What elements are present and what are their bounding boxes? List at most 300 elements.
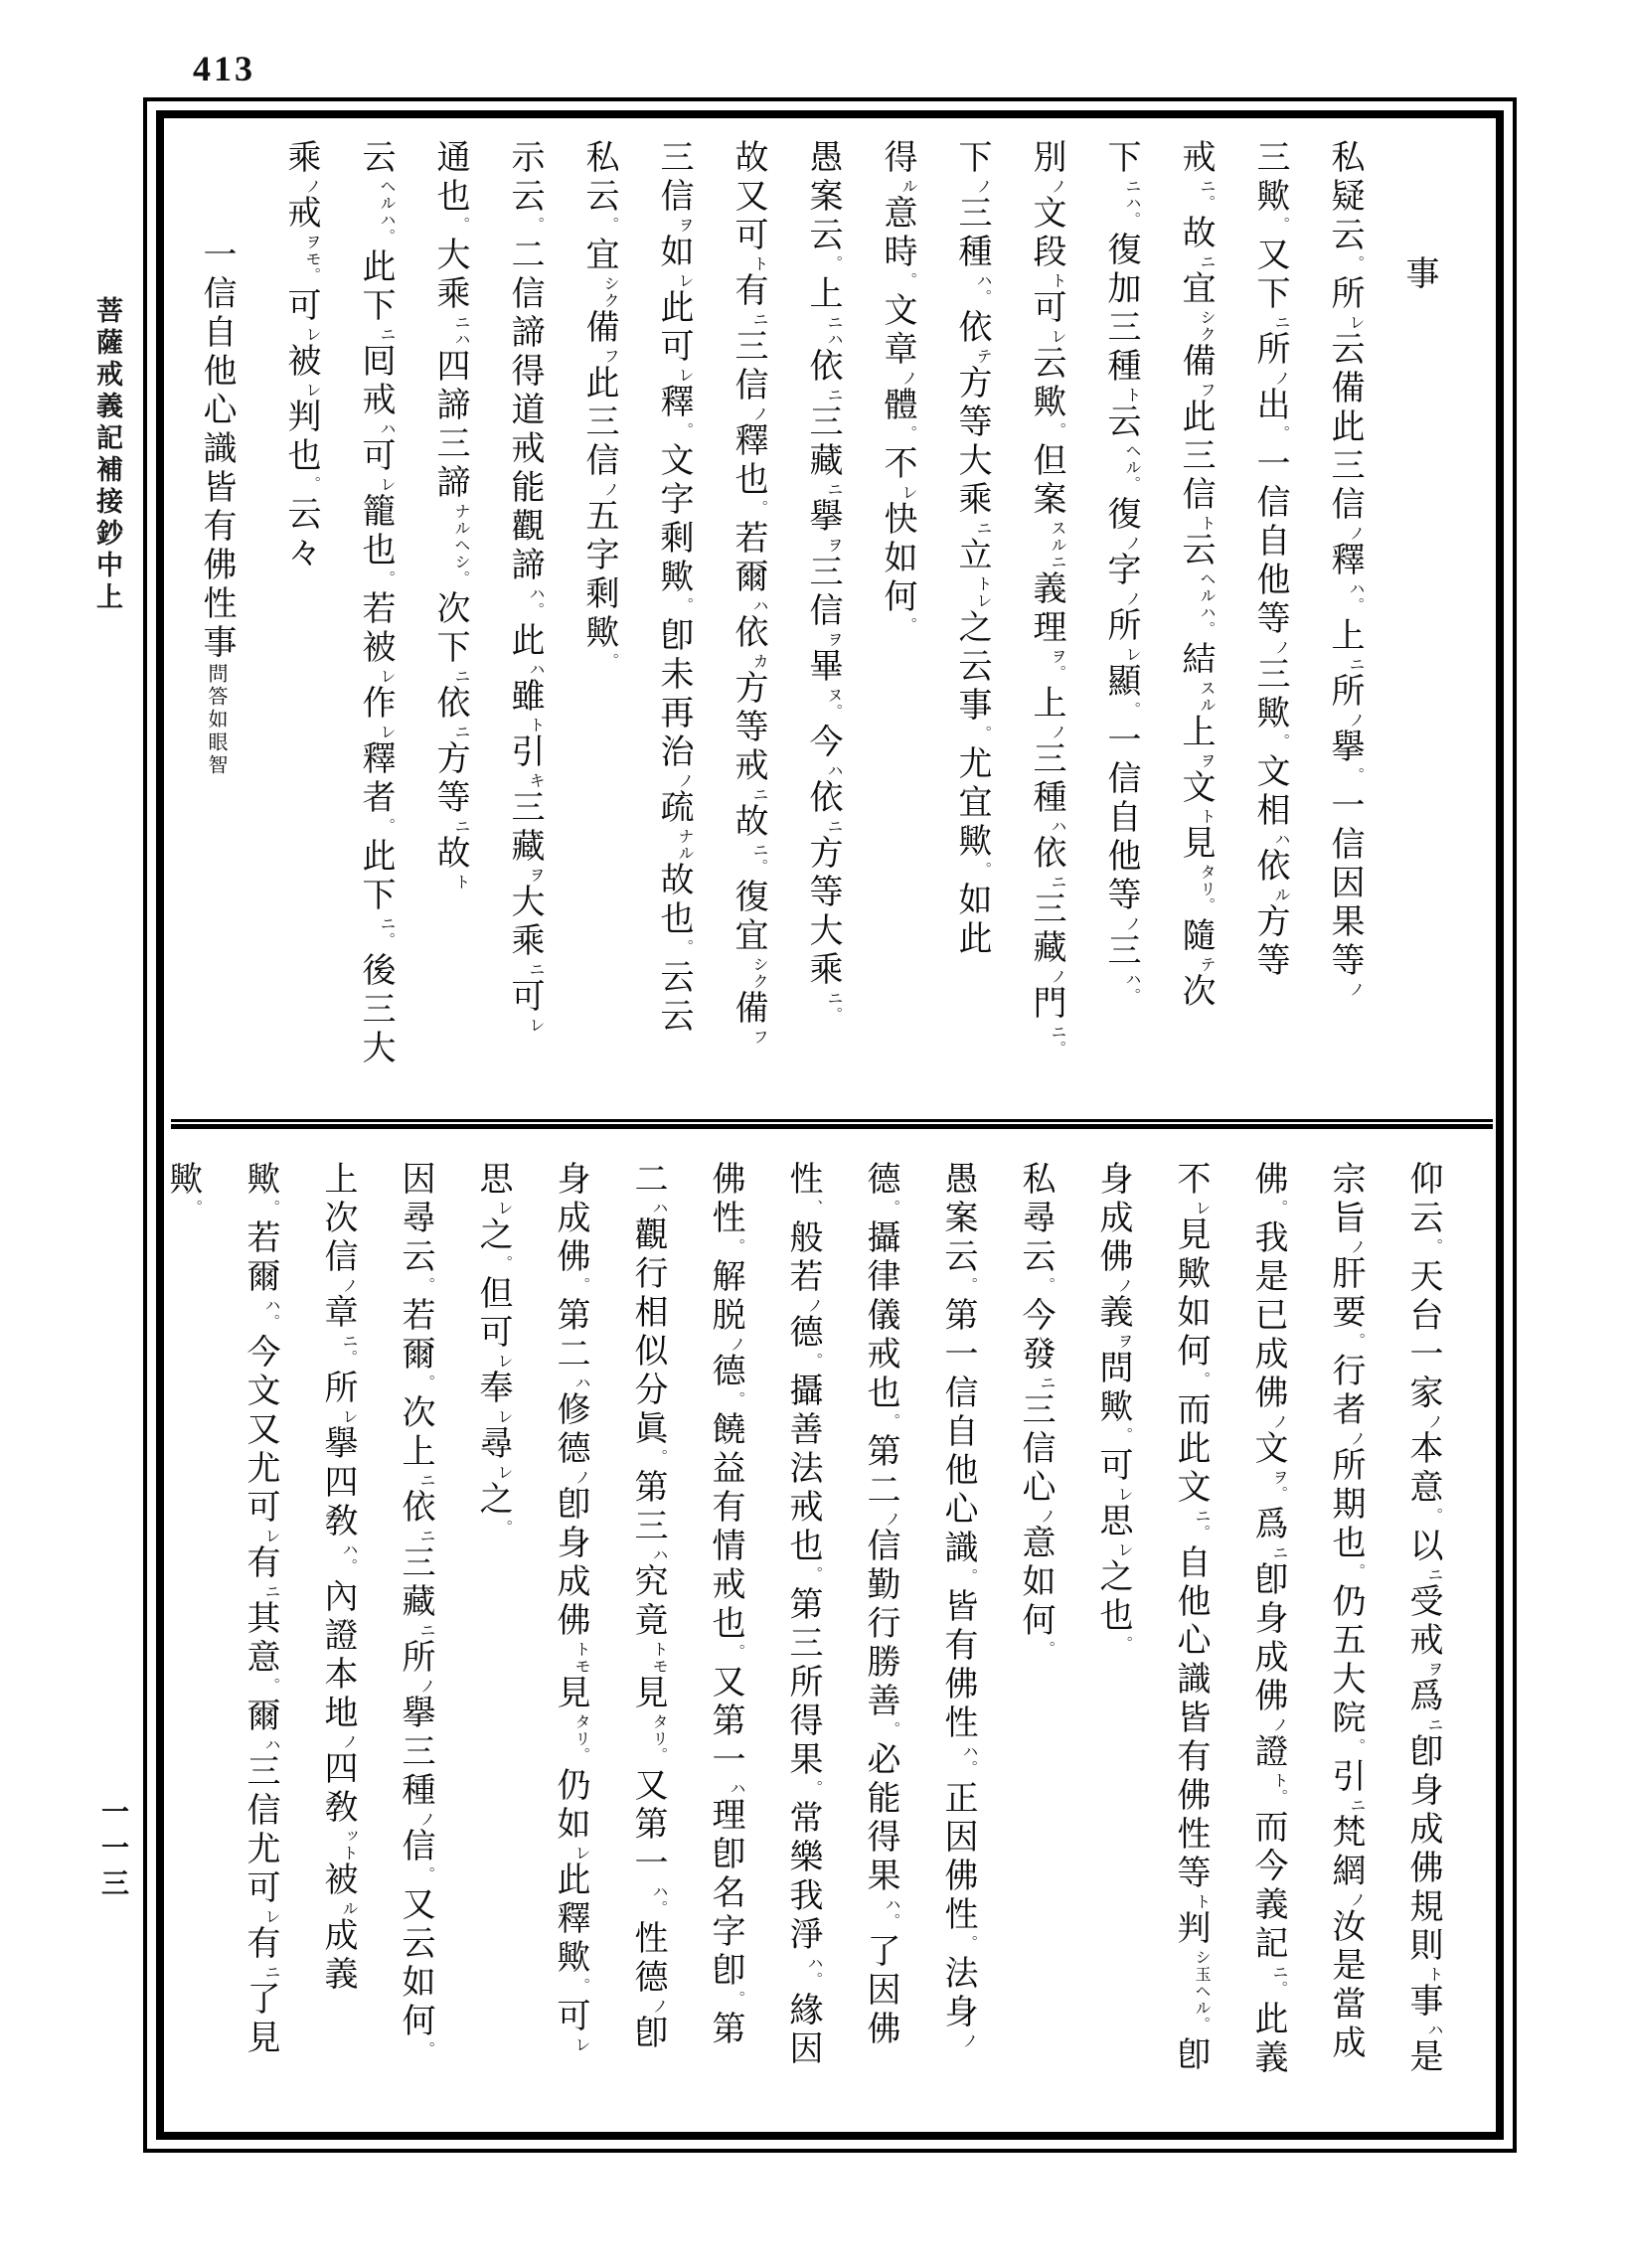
kana-reading-annotation: レ	[1049, 328, 1067, 345]
punctuation-mark: 。	[263, 1678, 281, 1698]
kana-reading-annotation: ハ	[650, 1200, 669, 1216]
kana-reading-annotation: レ	[262, 1908, 281, 1925]
kana-reading-annotation: ニ	[378, 326, 397, 343]
kana-reading-annotation: トモ	[572, 1641, 591, 1675]
kana-reading-annotation: ニ	[452, 668, 471, 685]
kana-reading-annotation: ハ	[1123, 971, 1142, 988]
kana-reading-annotation: ノ	[974, 178, 993, 195]
kana-reading-annotation: ヲ	[825, 631, 844, 648]
punctuation-mark: 。	[751, 859, 769, 879]
text-column: 身成佛。第二ハ修德ノ卽身成佛トモ見タリ。仍如レ此釋歟。可レ	[532, 1161, 609, 2125]
kana-reading-annotation: ニハ	[452, 314, 471, 348]
punctuation-mark: 。	[1273, 733, 1291, 753]
kana-reading-annotation: ノ	[303, 178, 322, 195]
kana-reading-annotation: ハ	[262, 1297, 281, 1314]
kana-reading-annotation: ニ	[1348, 1797, 1367, 1814]
kana-reading-annotation: フ	[601, 348, 620, 365]
kana-reading-annotation: レ	[340, 1408, 359, 1425]
kana-reading-annotation: ノ	[1115, 1277, 1134, 1294]
kana-reading-annotation: レ	[1115, 1486, 1134, 1503]
kana-reading-annotation: ニ	[452, 818, 471, 835]
punctuation-mark: 。	[453, 217, 471, 237]
kana-reading-annotation: ハ	[883, 1896, 901, 1913]
punctuation-mark: 。	[729, 1391, 746, 1411]
punctuation-mark: 。	[1271, 1789, 1289, 1809]
folio-number: 一一三	[97, 1797, 130, 1904]
kana-reading-annotation: ト	[750, 255, 769, 272]
text-column: 宗旨ノ肝要。行者ノ所期也。仍五大院。引ニ梵網ノ汝是當成	[1307, 1161, 1384, 2125]
text-column: 一信自他心識皆有佛性事問答如眼智	[179, 139, 263, 1101]
kana-reading-annotation: スルニ	[1049, 520, 1067, 570]
kana-reading-annotation: レ	[378, 476, 397, 493]
punctuation-mark: 。	[1124, 702, 1142, 722]
kana-reading-annotation: ニハ	[825, 314, 844, 348]
punctuation-mark: 。	[900, 425, 918, 445]
punctuation-mark: 。	[304, 267, 322, 287]
kana-reading-annotation: ハ	[527, 661, 546, 678]
punctuation-mark: 。	[573, 1747, 591, 1767]
text-column: 私尋云。今發ニ三信心ノ意如何。	[997, 1161, 1074, 2125]
kana-reading-annotation: レ	[1347, 314, 1366, 331]
punctuation-mark: 。	[975, 726, 993, 745]
kana-reading-annotation: シク	[750, 956, 769, 990]
kana-reading-annotation: ノ	[676, 772, 695, 789]
kana-reading-annotation: ニハ	[1123, 178, 1142, 212]
kana-reading-annotation: ハ	[1425, 2022, 1444, 2038]
punctuation-mark: 。	[1050, 422, 1067, 442]
kana-reading-annotation: ナルヘシ	[452, 503, 471, 570]
kana-reading-annotation: ヲ	[527, 867, 546, 884]
kana-reading-annotation: タリ	[1198, 864, 1217, 897]
kana-reading-annotation: ニ	[1347, 656, 1366, 673]
kana-reading-annotation: ニ	[452, 724, 471, 740]
punctuation-mark: 。	[677, 597, 695, 617]
punctuation-mark: 。	[418, 2041, 436, 2061]
punctuation-mark: 。	[602, 217, 620, 237]
text-column: 歟。若爾ハ。今文又尤可レ有ニ其意。爾ハ三信尤可レ有ニ了見	[222, 1161, 299, 2125]
kana-reading-annotation: フ	[1198, 382, 1217, 399]
punctuation-mark: 。	[975, 862, 993, 882]
kana-reading-annotation: ニ	[1425, 1566, 1444, 1583]
punctuation-mark: 。	[1273, 217, 1291, 237]
kana-reading-annotation: ノ	[1348, 1430, 1367, 1447]
kana-reading-annotation: ハ	[262, 1736, 281, 1753]
text-column: 佛。我是已成佛ノ文ヲ。爲ニ卽身成佛ノ證ト。而今義記ニ。此義	[1229, 1161, 1307, 2125]
punctuation-mark: 。	[1348, 255, 1366, 275]
kana-reading-annotation: ノ	[1049, 968, 1067, 985]
kana-reading-annotation: レ	[303, 382, 322, 399]
punctuation-mark: 。	[900, 617, 918, 637]
text-column: 佛性。解脱ノ德。饒益有情戒也。又第一ハ理卽名字卽。第	[687, 1161, 764, 2125]
kana-reading-annotation: ト	[974, 575, 993, 592]
kana-reading-annotation: レ	[1193, 1200, 1212, 1216]
kana-reading-annotation: ノ	[1272, 639, 1291, 656]
kana-reading-annotation: ノ	[750, 405, 769, 422]
punctuation-mark: 。	[379, 818, 397, 838]
kana-reading-annotation: ノ	[1038, 1508, 1057, 1525]
kana-reading-annotation: ニ	[825, 818, 844, 835]
punctuation-mark: 。	[1039, 1277, 1057, 1297]
kana-reading-annotation: ット	[340, 1828, 359, 1862]
text-column: 私疑云。所レ云備此三信ノ釋ハ。上ニ所ノ擧。一信因果等ノ	[1307, 139, 1382, 1101]
kana-reading-annotation: シ玉ヘル	[1193, 1949, 1212, 2017]
kana-reading-annotation: ノ	[1123, 535, 1142, 552]
text-column: 仰云。天台一家ノ本意。以ニ受戒ヲ爲ニ卽身成佛規則ト事ハ是	[1384, 1161, 1462, 2125]
punctuation-mark: 。	[496, 1255, 514, 1275]
punctuation-mark: 。	[1271, 1200, 1289, 1219]
punctuation-mark: 。	[961, 1935, 979, 1955]
kana-reading-annotation: レ	[495, 1353, 514, 1370]
punctuation-mark: 。	[806, 1780, 824, 1800]
kana-reading-annotation: ノ	[1049, 724, 1067, 740]
text-column: 下ノ三種ハ。依テ方等大乘ニ立トレ之云事。尤宜歟。如此	[934, 139, 1009, 1101]
kana-reading-annotation: ニ	[1198, 178, 1217, 195]
text-column: 不レ見歟如何。而此文ニ。自他心識皆有佛性等ト判シ玉ヘル。卽	[1152, 1161, 1229, 2125]
kana-reading-annotation: テ	[1198, 956, 1217, 973]
text-column: 別ノ文段ト可レ云歟。但案スルニ義理ヲ。上ノ三種ハ依ニ三藏ノ門ニ。	[1009, 139, 1083, 1101]
kana-reading-annotation: ニ	[340, 1333, 359, 1350]
punctuation-mark: 。	[379, 932, 397, 952]
punctuation-mark: 。	[651, 1900, 669, 1920]
kana-reading-annotation: ニ	[1270, 1964, 1289, 1981]
punctuation-mark: 。	[1349, 1563, 1367, 1583]
kana-reading-annotation: ハ	[1049, 818, 1067, 835]
kana-reading-annotation: ニ	[750, 311, 769, 328]
punctuation-mark: 。	[1426, 1508, 1444, 1528]
kana-reading-annotation: ハ	[527, 585, 546, 602]
punctuation-mark: 。	[729, 1238, 746, 1258]
punctuation-mark: 。	[263, 1200, 281, 1219]
punctuation-mark: 。	[573, 1277, 591, 1297]
kana-reading-annotation: ト	[1049, 272, 1067, 289]
kana-reading-annotation: ハ	[650, 1883, 669, 1900]
punctuation-mark: 。	[186, 1200, 204, 1219]
kana-reading-annotation: ナル	[676, 828, 695, 862]
kana-reading-annotation: ニ	[1198, 253, 1217, 270]
text-column: 愚案云。上ニハ依ニ三藏ニ擧ヲ三信ヲ畢ヌ。今ハ依ニ方等大乘ニ。	[785, 139, 860, 1101]
punctuation-mark: 。	[1349, 1738, 1367, 1758]
text-column: 得ル意時。文章ノ體。不レ快如何。	[860, 139, 934, 1101]
punctuation-mark: 。	[1199, 195, 1217, 215]
punctuation-mark: 。	[1124, 212, 1142, 232]
kana-reading-annotation: ト	[452, 874, 471, 891]
punctuation-mark: 。	[496, 1520, 514, 1539]
kana-reading-annotation: ル	[1272, 887, 1291, 903]
kana-reading-annotation: ノ	[960, 2032, 979, 2049]
kana-reading-annotation: ヲ	[1425, 1661, 1444, 1678]
upper-text-block	[187, 139, 1456, 1101]
kana-reading-annotation: ト	[527, 717, 546, 733]
kana-reading-annotation: ヲ	[1198, 752, 1217, 769]
running-title: 菩薩戒義記補接鈔中上	[91, 296, 122, 614]
kana-reading-annotation: ノ	[1347, 981, 1366, 998]
kana-reading-annotation: ハ	[750, 597, 769, 614]
kana-reading-annotation: ニ	[1049, 874, 1067, 891]
punctuation-mark: 。	[729, 1991, 746, 2011]
punctuation-mark: 。	[806, 1972, 824, 1992]
kana-reading-annotation: ノ	[1123, 915, 1142, 932]
kana-reading-annotation: レ	[676, 367, 695, 384]
kana-reading-annotation: ニ	[974, 520, 993, 537]
kana-reading-annotation: フ	[750, 1029, 769, 1046]
punctuation-mark: 。	[961, 1760, 979, 1780]
punctuation-mark: 。	[1194, 1372, 1212, 1391]
kana-reading-annotation: カ	[750, 653, 769, 670]
text-column: 下ニハ。復加三種ト云ヘル。復ノ字ノ所レ顯。一信自他等ノ三ハ。	[1083, 139, 1158, 1101]
kana-reading-annotation: ニ	[750, 786, 769, 803]
kana-reading-annotation: ヲ	[676, 217, 695, 234]
punctuation-mark: 。	[528, 217, 546, 237]
kana-reading-annotation: ヲ	[825, 537, 844, 554]
text-column: 思レ之。但可レ奉レ尋レ之。	[454, 1161, 532, 2125]
kana-reading-annotation: レ	[303, 326, 322, 343]
punctuation-mark: 。	[573, 1978, 591, 1998]
kana-reading-annotation: レ	[1115, 1541, 1134, 1558]
text-column: 云ヘルハ。此下ニ囘戒ハ可レ籠也。若被レ作レ釋者。此下ニ。後三大	[338, 139, 412, 1101]
punctuation-mark: 。	[1271, 1486, 1289, 1506]
kana-reading-annotation: ハ	[974, 272, 993, 289]
punctuation-mark: 。	[1194, 1525, 1212, 1544]
kana-reading-annotation: ハ	[960, 1743, 979, 1760]
punctuation-mark: 。	[729, 1644, 746, 1664]
punctuation-mark: 。	[751, 500, 769, 520]
text-column: 三歟。又下ニ所ノ出。一信自他等ノ三歟。文相ハ依ル方等	[1232, 139, 1307, 1101]
kana-reading-annotation: ノ	[417, 1678, 436, 1695]
punctuation-mark: 。	[341, 1558, 359, 1578]
kana-reading-annotation: タリ	[572, 1713, 591, 1747]
kana-reading-annotation: ノ	[572, 1469, 591, 1486]
lower-text-block	[140, 1161, 1462, 2125]
kana-reading-annotation: ヌ	[825, 687, 844, 704]
punctuation-mark: 。	[1050, 665, 1067, 685]
punctuation-mark: 。	[826, 255, 844, 275]
kana-reading-annotation: ヲ	[1115, 1333, 1134, 1350]
punctuation-mark: 。	[1124, 476, 1142, 496]
kana-reading-annotation: ニ	[825, 387, 844, 404]
kana-reading-annotation: ハ	[1272, 831, 1291, 848]
kana-reading-annotation: ノ	[650, 1998, 669, 2015]
punctuation-mark: 。	[1273, 425, 1291, 445]
punctuation-mark: 。	[884, 1413, 901, 1433]
text-column: 示云。二信諦得道戒能觀諦ハ。此ハ雖ト引キ三藏ヲ大乘ニ可レ	[487, 139, 562, 1101]
kana-reading-annotation: ノ	[1347, 525, 1366, 542]
kana-reading-annotation: ノ	[1123, 590, 1142, 607]
punctuation-mark: 。	[1271, 1981, 1289, 2001]
kana-reading-annotation: レ	[572, 1845, 591, 1862]
text-column: 上次信ノ章ニ。所レ擧四敎ハ。內證本地ノ四敎ット被ル成義	[299, 1161, 377, 2125]
kana-reading-annotation: ニ	[417, 1528, 436, 1544]
kana-reading-annotation: ニ	[825, 990, 844, 1007]
kana-reading-annotation: ハ	[378, 420, 397, 437]
punctuation-mark: 。	[826, 1007, 844, 1027]
kana-reading-annotation: ハ	[805, 1955, 824, 1972]
punctuation-mark: 。	[1199, 897, 1217, 917]
punctuation-mark: 。	[677, 422, 695, 442]
kana-reading-annotation: タリ	[650, 1713, 669, 1747]
punctuation-mark: 。	[651, 1747, 669, 1767]
kana-reading-annotation: レ	[495, 1408, 514, 1425]
punctuation-mark: 。	[453, 570, 471, 590]
punctuation-mark: 。	[961, 1568, 979, 1588]
punctuation-mark: 。	[884, 1721, 901, 1741]
kana-reading-annotation: レ	[378, 668, 397, 685]
punctuation-mark: 。	[418, 1866, 436, 1886]
text-column: 事	[1399, 255, 1439, 294]
kana-reading-annotation: ハ	[650, 1546, 669, 1563]
kana-reading-annotation: ハ	[728, 1780, 746, 1797]
kana-reading-annotation: テ	[974, 348, 993, 365]
page-number: 413	[193, 49, 255, 88]
kana-reading-annotation: トモ	[650, 1641, 669, 1675]
text-column: 故又可ト有ニ三信ノ釋也。若爾ハ依カ方等戒ニ故ニ。復宜シク備フ	[711, 139, 785, 1101]
punctuation-mark: 。	[806, 1566, 824, 1586]
kana-reading-annotation: ノ	[1049, 178, 1067, 195]
kana-reading-annotation: ル	[899, 178, 918, 195]
kana-reading-annotation: ヲ	[1270, 1469, 1289, 1486]
kana-reading-annotation: レ	[899, 484, 918, 501]
punctuation-mark: 。	[1039, 1641, 1057, 1661]
kana-reading-annotation: ニ	[1193, 1508, 1212, 1525]
kana-reading-annotation: ニ	[417, 1622, 436, 1639]
punctuation-mark: 。	[528, 602, 546, 622]
kana-reading-annotation: レ	[378, 724, 397, 740]
punctuation-mark: 。	[1194, 2017, 1212, 2036]
kana-reading-annotation: ノ	[340, 1733, 359, 1750]
kana-reading-annotation: ノ	[1347, 712, 1366, 729]
text-column: 私云。宜シク備フ此三信ノ五字剩歟。	[562, 139, 636, 1101]
text-column: 乘ノ戒ヲモ。可レ被レ判也。云々	[263, 139, 338, 1101]
kana-reading-annotation: ト	[1193, 1893, 1212, 1910]
kana-reading-annotation: レ	[1123, 646, 1142, 663]
kana-reading-annotation: ハ	[340, 1541, 359, 1558]
punctuation-mark: 。	[826, 704, 844, 724]
kana-reading-annotation: ト	[1123, 387, 1142, 404]
kana-reading-annotation: ニ	[750, 842, 769, 859]
kana-reading-annotation: ニ	[262, 1964, 281, 1981]
kana-reading-annotation: シク	[1198, 309, 1217, 343]
kana-reading-annotation: ノ	[1270, 1716, 1289, 1733]
text-column: 德。攝律儀戒也。第二ノ信勤行勝善。必能得果ハ。了因佛	[842, 1161, 919, 2125]
kana-reading-annotation: ノ	[1425, 1413, 1444, 1430]
punctuation-mark: 。	[884, 1200, 901, 1219]
text-column: 身成佛ノ義ヲ問歟。可レ思レ之也。	[1074, 1161, 1152, 2125]
punctuation-mark: 。	[304, 476, 322, 496]
kana-reading-annotation: ノ	[805, 1297, 824, 1314]
punctuation-mark: 。	[900, 272, 918, 292]
text-column: 愚案云。第一信自他心識。皆有佛性ハ。正因佛性。法身ノ	[919, 1161, 997, 2125]
kana-reading-annotation: ニ	[1425, 1716, 1444, 1733]
punctuation-mark: 。	[418, 1375, 436, 1394]
punctuation-mark: 。	[602, 653, 620, 673]
text-column: 性、般若ノ德。攝善法戒也。第三所得果。常樂我淨ハ。緣因	[764, 1161, 842, 2125]
punctuation-mark: 。	[1116, 1636, 1134, 1656]
kana-reading-annotation: ニ	[825, 481, 844, 498]
kana-reading-annotation: レ	[527, 1017, 546, 1034]
kana-reading-annotation: ハ	[572, 1375, 591, 1391]
punctuation-mark: 。	[1349, 1333, 1367, 1353]
block-divider-rule	[171, 1119, 1493, 1129]
punctuation-mark: 。	[677, 939, 695, 959]
punctuation-mark: 。	[1124, 988, 1142, 1008]
kana-reading-annotation: ノ	[1272, 370, 1291, 387]
punctuation-mark: 。	[806, 1353, 824, 1373]
kana-reading-annotation: ル	[340, 1900, 359, 1917]
text-column: 通也。大乘ニハ四諦三諦ナルヘシ。次下ニ依ニ方等ニ故ト	[412, 139, 487, 1101]
punctuation-mark: 。	[341, 1350, 359, 1370]
punctuation-mark: 。	[975, 289, 993, 309]
kana-reading-annotation: ハ	[1347, 580, 1366, 597]
kana-reading-annotation: レ	[262, 1528, 281, 1544]
punctuation-mark: 。	[418, 1277, 436, 1297]
text-column: 三信ヲ如レ此可レ釋。文字剩歟。卽未再治ノ疏ナル故也。云云	[636, 139, 711, 1101]
kana-reading-annotation: ニ	[1049, 1024, 1067, 1041]
text-column: 因尋云。若爾。次上ニ依ニ三藏ニ所ノ擧三種ノ信。又云如何。	[377, 1161, 454, 2125]
kana-reading-annotation: ト	[1270, 1772, 1289, 1789]
punctuation-mark: 。	[1116, 1427, 1134, 1447]
kana-reading-annotation: ト	[1198, 515, 1217, 532]
punctuation-mark: 、	[806, 1200, 824, 1219]
punctuation-mark: 。	[651, 1449, 669, 1469]
kana-reading-annotation: ノ	[601, 481, 620, 498]
punctuation-mark: 。	[1199, 621, 1217, 641]
kana-reading-annotation: ヘルハ	[378, 178, 397, 229]
punctuation-mark: 。	[379, 570, 397, 590]
kana-reading-annotation: ニ	[262, 1583, 281, 1600]
text-column: 二ハ觀行相似分眞。第三ハ究竟トモ見タリ。又第一ハ。性德ノ卽	[609, 1161, 687, 2125]
kana-reading-annotation: スル	[1198, 680, 1217, 714]
punctuation-mark: 。	[1348, 597, 1366, 617]
punctuation-mark: 。	[263, 1314, 281, 1334]
punctuation-mark: 。	[1050, 1041, 1067, 1060]
kana-reading-annotation: ヲ	[1049, 648, 1067, 665]
kana-reading-annotation: レ	[495, 1200, 514, 1216]
kana-reading-annotation: レ	[676, 272, 695, 289]
punctuation-mark: 。	[379, 229, 397, 248]
kana-reading-annotation: ノ	[883, 1511, 901, 1528]
kana-reading-annotation: キ	[527, 772, 546, 789]
kana-reading-annotation: ハ	[825, 762, 844, 779]
kana-reading-annotation: ニ	[1272, 314, 1291, 331]
kana-reading-annotation: ノ	[1348, 1891, 1367, 1908]
kana-reading-annotation: ヘル	[1123, 442, 1142, 476]
kana-reading-annotation: ヘルハ	[1198, 570, 1217, 621]
kana-reading-annotation: ノ	[1270, 1413, 1289, 1430]
kana-reading-annotation: ノ	[728, 1336, 746, 1353]
kana-reading-annotation: ト	[1198, 808, 1217, 825]
punctuation-mark: 。	[1348, 767, 1366, 787]
kana-reading-annotation: ト	[1425, 1966, 1444, 1983]
kana-reading-annotation: シク	[601, 275, 620, 309]
kana-reading-annotation: ノ	[340, 1277, 359, 1294]
kana-reading-annotation: ニ	[417, 1472, 436, 1489]
kana-reading-annotation: ニ	[1038, 1375, 1057, 1391]
kana-reading-annotation: ノ	[417, 1811, 436, 1828]
text-column: 歟。	[144, 1161, 222, 2125]
kana-reading-annotation: ノ	[1348, 1238, 1367, 1255]
kana-reading-annotation: ヲモ	[303, 234, 322, 267]
kana-reading-annotation: ノ	[899, 370, 918, 387]
kana-reading-annotation: レ	[495, 1464, 514, 1481]
kana-reading-annotation: ニ	[527, 961, 546, 978]
punctuation-mark: 。	[884, 1913, 901, 1933]
interlinear-note: 問答如眼智	[205, 663, 229, 777]
kana-reading-annotation: レ	[974, 592, 993, 609]
kana-reading-annotation: レ	[572, 2036, 591, 2053]
kana-reading-annotation: ニ	[1270, 1544, 1289, 1561]
punctuation-mark: 。	[1426, 1238, 1444, 1258]
punctuation-mark: 。	[961, 1277, 979, 1297]
kana-reading-annotation: ニ	[378, 915, 397, 932]
